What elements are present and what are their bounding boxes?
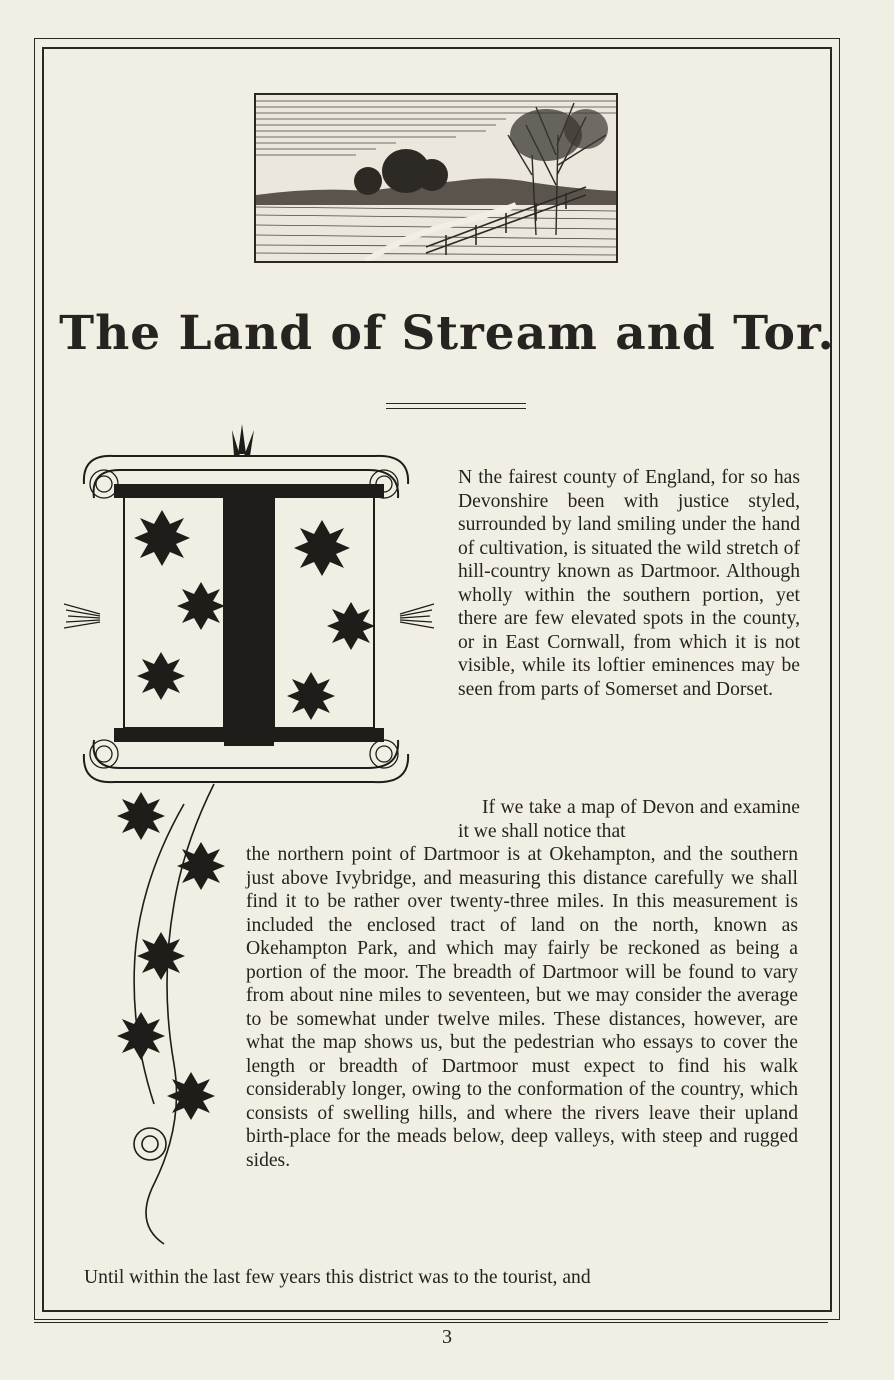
title-rule-top: [386, 403, 526, 404]
title-rule-bottom: [386, 408, 526, 409]
paragraph-1-text: N the fairest county of England, for so has Devonshire been with justice styled, surrounded by land smiling under the hand of cultivation, is situated the wild stretch of hill-country known as Dartmoor. Although wholly within the southern portion, yet there are few elevated spots in the county, or in East Cornwall, from which it is not visible, while its loftier eminences may be seen from parts of Somerset and Dorset.: [458, 467, 800, 700]
landscape-engraving: [254, 93, 618, 263]
footer-rule: [34, 1322, 828, 1323]
paragraph-2a-text: If we take a map of Devon and examine it we shall notice that: [458, 797, 800, 842]
paragraph-2: [246, 843, 798, 1172]
chapter-title: The Land of Stream and Tor.: [59, 306, 835, 361]
paragraph-3: [84, 1266, 794, 1290]
paragraph-3-text: Until within the last few years this district was to the tourist, and: [84, 1267, 591, 1288]
paragraph-2b-text: the northern point of Dartmoor is at Okehampton, and the southern just above Ivybridge, and measuring this distance carefully we shall find it to be rather over twenty-three miles. In this measurement is included the enclosed tract of land on the north, known as Okehampton Park, and which may fairly be reckoned as being a portion of the moor. The breadth of Dartmoor will be found to vary from about nine miles to seventeen, but we may consider the average to be somewhat under twelve miles. These distances, however, are what the map shows us, but the pedestrian who essays to cover the length or breadth of Dartmoor must expect to find his walk considerably longer, owing to the conformation of the country, which consists of swelling hills, and where the rivers leave their upland birth-place for the meads below, deep valleys, with steep and rugged sides.: [246, 844, 798, 1171]
paragraph-2-start: [458, 796, 800, 843]
page-number: 3: [442, 1326, 452, 1348]
paragraph-1: [458, 466, 800, 701]
